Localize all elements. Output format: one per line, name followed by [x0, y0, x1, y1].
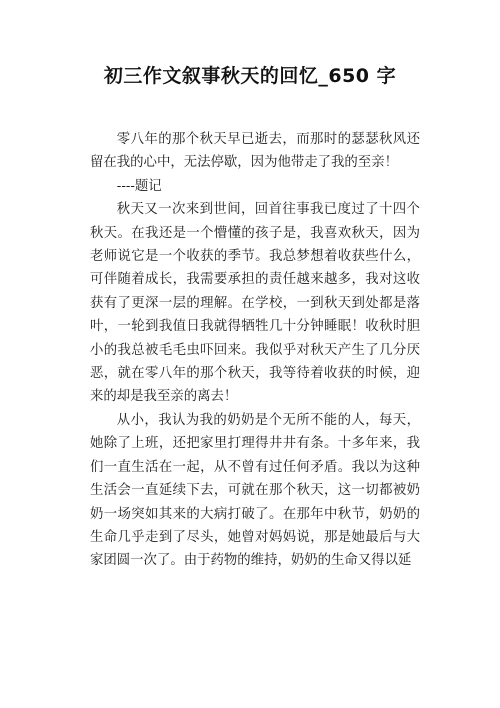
paragraph: 秋天又一次来到世间，回首往事我已度过了十四个秋天。在我还是一个懵懂的孩子是，我喜欢秋天，因为老师说它是一个收获的季节。我总梦想着收获些什么，可伴随着成长，我需要承担的责任越来越多，我对这收获有了更深一层的理解。在学校，一到秋天到处都是落叶，一轮到我值日我就得牺牲几十分钟睡眠！收秋时胆小的我总被毛毛虫吓回来。我似乎对秋天产生了几分厌恶，就在零八年的那个秋天，我等待着收获的时候，迎来的却是我至亲的离去！ — [90, 202, 420, 405]
epigraph-attribution: ----题记 — [116, 178, 162, 194]
paragraph: 零八年的那个秋天早已逝去，而那时的瑟瑟秋风还留在我的心中，无法停歇，因为他带走了我的至亲！ — [90, 132, 420, 171]
paragraph: 从小，我认为我的奶奶是个无所不能的人，每天，她除了上班，还把家里打理得井井有条。十多年来，我们一直生活在一起，从不曾有过任何矛盾。我以为这种生活会一直延续下去，可就在那个秋天，这一切都被奶奶一场突如其来的大病打破了。在那年中秋节，奶奶的生命几乎走到了尽头，她曾对妈妈说，那是她最后与大家团圆一次了。由于药物的维持，奶奶的生命又得以延 — [90, 412, 420, 569]
document-title: 初三作文叙事秋天的回忆_650 字 — [103, 65, 397, 87]
document-body — [90, 128, 420, 573]
